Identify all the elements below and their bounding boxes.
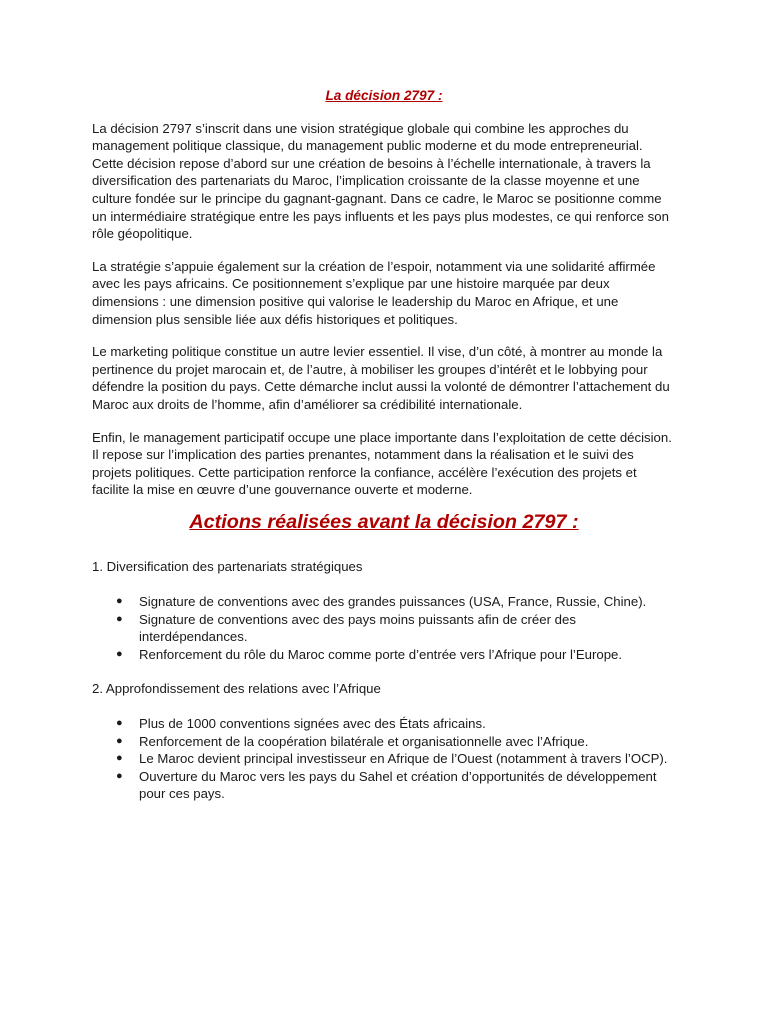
bullet-icon: ● [116, 612, 123, 625]
paragraph-marketing: Le marketing politique constitue un autre levier essentiel. Il vise, d’un côté, à montrer au monde la pertinence du projet marocain et, de l’autre, à mobiliser les groupes d’intérêt et le lobbying pour défendre la position du pays. Cette démarche inclut aussi la volonté de démontrer l’attachement du Maroc aux droits de l’homme, afin d’améliorer sa crédibilité internationale. [92, 344, 670, 412]
bullet-list-partnerships [92, 593, 676, 663]
bullet-icon: ● [116, 717, 123, 730]
list-item-text: Le Maroc devient principal investisseur en Afrique de l’Ouest (notamment à travers l’OCP). [139, 751, 668, 767]
paragraph-strategy: La stratégie s’appuie également sur la création de l’espoir, notamment via une solidarité affirmée avec les pays africains. Ce positionnement s’explique par une histoire marquée par deux dimensions : une dimension positive qui valorise le leadership du Maroc en Afrique, et une dimension plus sensible liée aux défis historiques et politiques. [92, 258, 656, 327]
list-item-text: Signature de conventions avec des pays moins puissants afin de créer des interdépendances. [139, 611, 576, 645]
section-title-africa: 2. Approfondissement des relations avec l’Afrique [92, 681, 381, 697]
list-item [92, 593, 676, 611]
bullet-icon: ● [116, 647, 123, 660]
list-item-text: Renforcement du rôle du Maroc comme porte d’entrée vers l’Afrique pour l’Europe. [139, 646, 623, 662]
paragraph-intro: La décision 2797 s’inscrit dans une vision stratégique globale qui combine les approches du management politique classique, du management public moderne et du mode entrepreneurial. Cette décision repose d’abord sur une création de besoins à l’échelle internationale, à travers la diversification des partenariats du Maroc, l’implication croissante de la classe moyenne et une culture fondée sur le principe du gagnant-gagnant. Dans ce cadre, le Maroc se positionne comme un intermédiaire stratégique entre les pays influents et les pays plus modestes, ce qui renforce son rôle géopolitique. [92, 120, 669, 242]
list-item-text: Ouverture du Maroc vers les pays du Sahel et création d’opportunités de développement pour ces pays. [139, 768, 657, 802]
list-item [92, 750, 676, 768]
list-item-text: Plus de 1000 conventions signées avec des États africains. [139, 716, 486, 732]
bullet-icon: ● [116, 734, 123, 747]
section-title-partnerships: 1. Diversification des partenariats stratégiques [92, 559, 363, 575]
paragraph-participatory: Enfin, le management participatif occupe une place importante dans l’exploitation de cette décision. Il repose sur l’implication des parties prenantes, notamment dans la réalisation et le suivi des projets politiques. Cette participation renforce la confiance, accélère l’exécution des projets et facilite la mise en œuvre d’une gouvernance ouverte et moderne. [92, 429, 672, 498]
bullet-icon: ● [116, 752, 123, 765]
document-title: La décision 2797 : [325, 88, 443, 103]
bullet-list-africa [92, 715, 676, 803]
section-subtitle: Actions réalisées avant la décision 2797 : [189, 510, 579, 533]
list-item [92, 646, 676, 664]
list-item [92, 715, 676, 733]
bullet-icon: ● [116, 769, 123, 782]
list-item [92, 733, 676, 751]
list-item [92, 768, 676, 803]
list-item-text: Signature de conventions avec des grandes puissances (USA, France, Russie, Chine). [139, 594, 647, 610]
document-page [92, 87, 676, 820]
bullet-icon: ● [116, 595, 123, 608]
list-item [92, 611, 676, 646]
list-item-text: Renforcement de la coopération bilatérale et organisationnelle avec l’Afrique. [139, 733, 589, 749]
